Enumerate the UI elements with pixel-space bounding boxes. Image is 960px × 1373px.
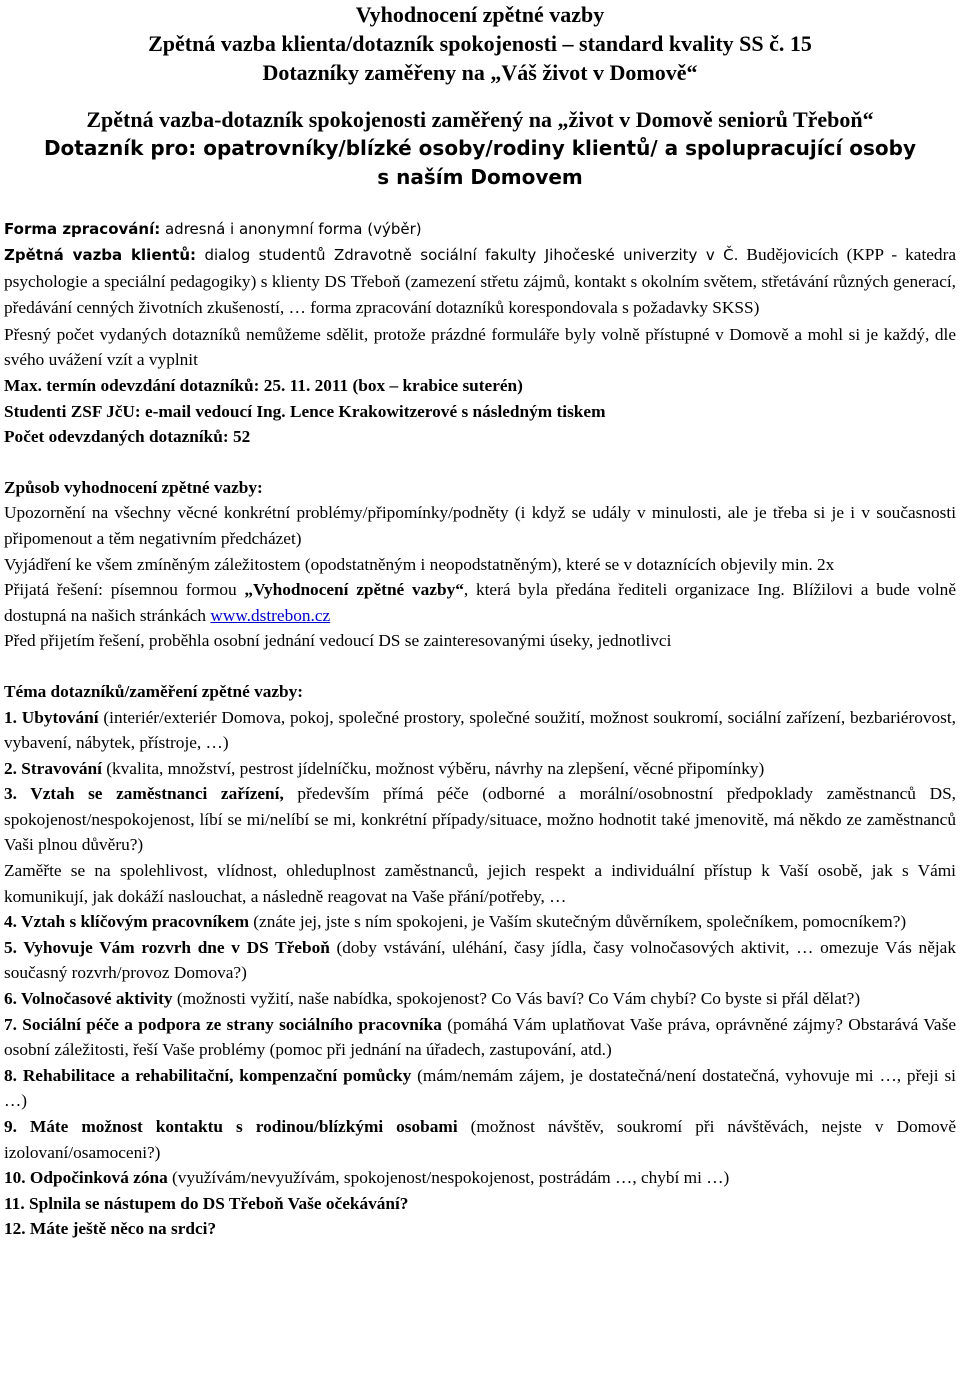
tema-item-text: (interiér/exteriér Domova, pokoj, společné prostory, společné soužití, možnost soukromí, sociální zařízení, bezbariérovost, vybavení, nábytek, přístroje, …) xyxy=(4,707,956,753)
tema-list xyxy=(4,705,956,1242)
tema-item xyxy=(4,1114,956,1165)
zpusob-heading: Způsob vyhodnocení zpětné vazby: xyxy=(4,477,263,497)
zpusob-p3-b: „Vyhodnocení zpětné vazby“ xyxy=(244,580,464,600)
tema-item xyxy=(4,1216,956,1242)
tema-item-text: (znáte jej, jste s ním spokojeni, je Vaším skutečným důvěrníkem, společníkem, pomocníkem?) xyxy=(248,912,907,932)
document-subtitle-standard: Zpětná vazba klienta/dotazník spokojenosti – standard kvality SS č. 15 xyxy=(148,31,812,56)
tema-item-bold: 5. Vyhovuje Vám rozvrh dne v DS Třeboň xyxy=(4,937,330,957)
zpetna-vazba-paragraph xyxy=(4,242,956,322)
website-link[interactable]: www.dstrebon.cz xyxy=(210,605,331,625)
forma-text: adresná i anonymní forma (výběr) xyxy=(160,220,422,238)
tema-item-text: (mám/nemám zájem, je dostatečná/není dostatečná, vyhovuje mi …, přeji si …) xyxy=(4,1065,956,1111)
tema-item xyxy=(4,705,956,756)
tema-item-text: (pomáhá Vám uplatňovat Vaše práva, oprávněné zájmy? Obstarává Vaše osobní záležitosti, řeší Vaše problémy (pomoc při jednání na úřadech, zastupování, atd.) xyxy=(4,1014,956,1060)
document-subtitle-focus: Dotazníky zaměřeny na „Váš život v Domově“ xyxy=(262,60,698,85)
questionnaire-title: Zpětná vazba-dotazník spokojenosti zaměřený na „život v Domově seniorů Třeboň“ xyxy=(86,107,874,132)
zpusob-p3 xyxy=(4,577,956,628)
zpusob-p3-c: , která byla předána řediteli organizace Ing. Blížilovi a bude volně dostupná na našich stránkách xyxy=(4,580,956,625)
tema-item-text: (využívám/nevyužívám, spokojenost/nespokojenost, postrádám …, chybí mi …) xyxy=(167,1168,730,1188)
tema-item-bold: 6. Volnočasové aktivity xyxy=(4,989,173,1009)
tema-item xyxy=(4,1063,956,1114)
tema-item-bold: 8. Rehabilitace a rehabilitační, kompenzační pomůcky xyxy=(4,1065,412,1085)
tema-item xyxy=(4,858,956,909)
zpetna-label: Zpětná vazba klientů: xyxy=(4,246,197,264)
studenti-label: Studenti ZSF JčU: e-mail vedoucí Ing. xyxy=(4,401,286,421)
zpusob-p3-a: Přijatá řešení: písemnou formou xyxy=(4,580,245,600)
termin-line: Max. termín odevzdání dotazníků: 25. 11. 2011 (box – krabice suterén) xyxy=(4,375,523,395)
tema-item-text: (kvalita, množství, pestrost jídelníčku, možnost výběru, návrhy na zlepšení, věcné připomínky) xyxy=(101,758,765,778)
tema-item xyxy=(4,909,956,935)
tema-heading: Téma dotazníků/zaměření zpětné vazby: xyxy=(4,681,304,701)
pocet-paragraph: Přesný počet vydaných dotazníků nemůžeme sdělit, protože prázdné formuláře byly volně přístupné v Domově a mohl si je každý, dle svého uvážení vzít a vyplnit xyxy=(4,324,956,370)
tema-section xyxy=(4,679,956,1242)
forma-label: Forma zpracování: xyxy=(4,220,161,238)
tema-item xyxy=(4,781,956,858)
tema-item-text: (možnosti vyžití, naše nabídka, spokojenost? Co Vás baví? Co Vám chybí? Co byste si přál dělat?) xyxy=(172,989,861,1009)
tema-item xyxy=(4,935,956,986)
tema-item xyxy=(4,1165,956,1191)
tema-item xyxy=(4,1012,956,1063)
studenti-rest: Lence Krakowitzerové s následným tiskem xyxy=(285,401,606,421)
tema-item-bold: 12. Máte ještě něco na srdci? xyxy=(4,1219,217,1239)
tema-item-text: Zaměřte se na spolehlivost, vlídnost, ohleduplnost zaměstnanců, jejich respekt a individuální přístup k Vaší osobě, jak s Vámi komunikují, jak dokáží naslouchat, a následně reagovat na Vaše přání/potřeby, … xyxy=(4,861,956,906)
tema-item-bold: 1. Ubytování xyxy=(4,707,99,727)
zpusob-p1: Upozornění na všechny věcné konkrétní problémy/připomínky/podněty (i když se udály v minulosti, ale je třeba si je i v současnosti připomenout a těm negativním předcházet) xyxy=(4,503,956,548)
tema-item-bold: 4. Vztah s klíčovým pracovníkem xyxy=(4,912,249,932)
tema-item xyxy=(4,986,956,1012)
zpetna-rest: Budějovicích (KPP - katedra psychologie a speciální pedagogiky) s klienty DS Třeboň (zamezení střetu zájmů, kontakt s okolním světem, střetávání různých generací, předávání cenných životních zkušeností, … forma zpracování dotazníků korespondovala s požadavky SKSS) xyxy=(4,245,957,318)
tema-item xyxy=(4,756,956,782)
tema-item-bold: 9. Máte možnost kontaktu s rodinou/blízkými osobami xyxy=(4,1117,458,1136)
intro-section xyxy=(4,216,956,450)
questionnaire-audience-cont: s naším Domovem xyxy=(377,165,583,189)
tema-item-bold: 7. Sociální péče a podpora ze strany sociálního pracovníka xyxy=(4,1014,442,1034)
tema-item xyxy=(4,1191,956,1217)
tema-item-bold: 2. Stravování xyxy=(4,758,102,778)
studenti-line xyxy=(4,399,956,425)
tema-item-bold: 3. Vztah se zaměstnanci zařízení, xyxy=(4,784,284,804)
forma-line xyxy=(4,216,956,242)
tema-item-text: (doby vstávání, uléhání, časy jídla, časy volnočasových aktivit, … omezuje Vás nějak současný rozvrh/provoz Domova?) xyxy=(4,937,956,983)
questionnaire-audience: Dotazník pro: opatrovníky/blízké osoby/rodiny klientů/ a spolupracující osoby xyxy=(43,136,917,160)
tema-item-bold: 11. Splnila se nástupem do DS Třeboň Vaše očekávání? xyxy=(4,1193,409,1213)
zpetna-text: dialog studentů Zdravotně sociální fakulty Jihočeské univerzity v Č. xyxy=(196,246,739,264)
zpusob-section xyxy=(4,475,956,654)
zpusob-p4: Před přijetím řešení, proběhla osobní jednání vedoucí DS se zainteresovanými úseky, jednotlivci xyxy=(4,631,672,651)
tema-item-text: (možnost návštěv, soukromí při návštěvách, nejste v Domově izolovaní/osamoceni?) xyxy=(4,1117,956,1162)
document-title: Vyhodnocení zpětné vazby xyxy=(355,2,605,27)
tema-item-bold: 10. Odpočinková zóna xyxy=(4,1168,168,1188)
odevzdanych-line: Počet odevzdaných dotazníků: 52 xyxy=(4,427,251,447)
zpusob-p2: Vyjádření ke všem zmíněným záležitostem (opodstatněným i neopodstatněným), které se v dotaznících objevily min. 2x xyxy=(4,554,835,574)
tema-item-text: především přímá péče (odborné a morální/osobnostní předpoklady zaměstnanců DS, spokojenost/nespokojenost, líbí se mi/nelíbí se mi, konkrétní případy/situace, možno hodnotit také jmenovitě, má někdo ze zaměstnanců Vaši plnou důvěru?) xyxy=(4,784,956,855)
